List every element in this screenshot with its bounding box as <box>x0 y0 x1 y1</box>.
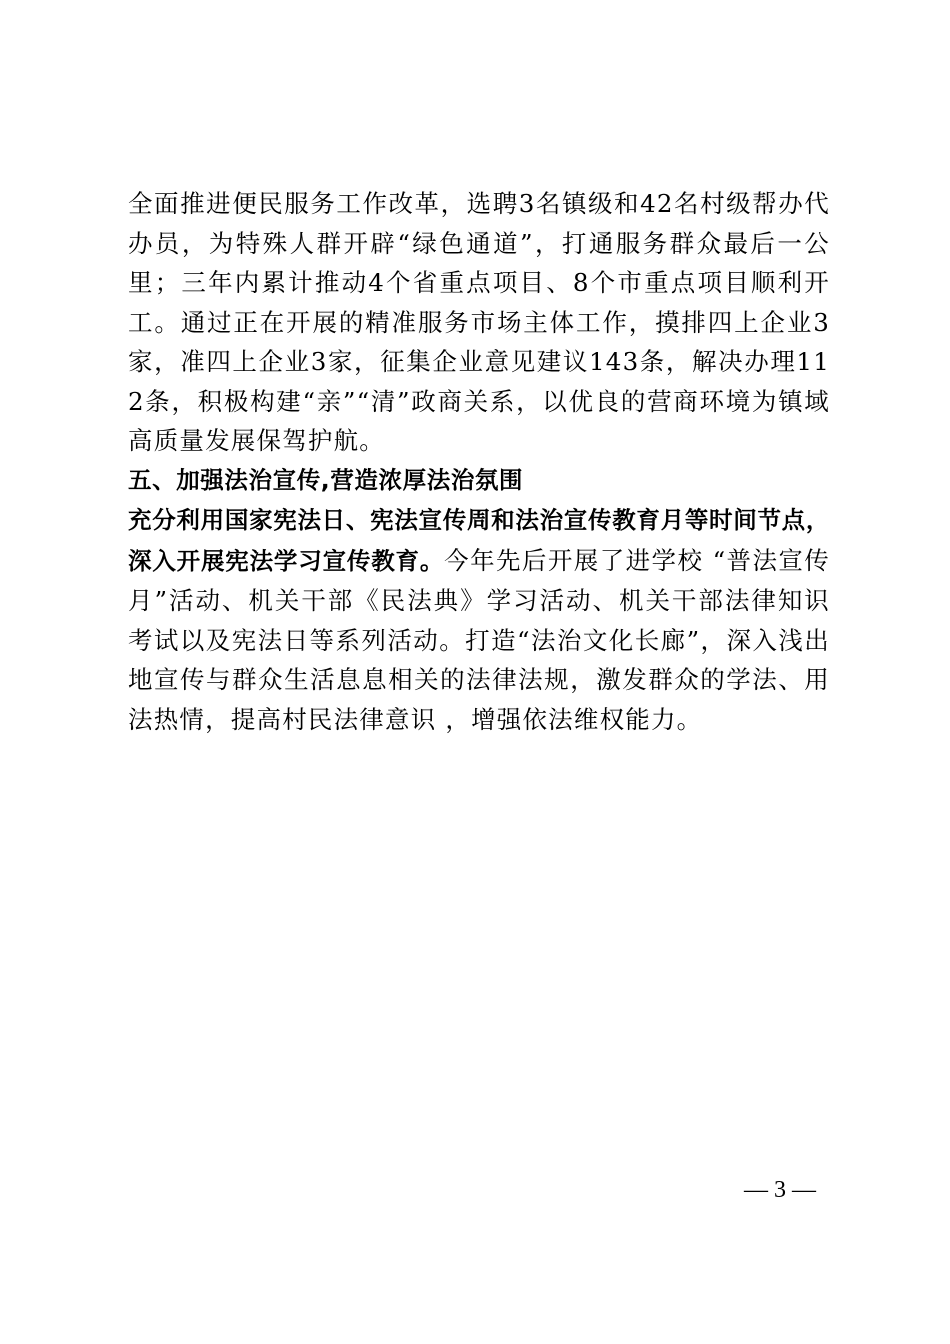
section-heading-legal-publicity: 五、加强法治宣传,营造浓厚法治氛围 <box>128 465 524 494</box>
legal-publicity-body-text: 今年先后开展了进学校 “普法宣传月”活动、机关干部《民法典》学习活动、机关干部法律知识考试以及宪法日等系列活动。打造“法治文化长廊”，深入浅出地宣传与群众生活息息相关的法律法规，激发群众的学法、用法热情，提高村民法律意识 ，增强依法维权能力。 <box>128 545 830 734</box>
service-reform-paragraph: 全面推进便民服务工作改革，选聘3名镇级和42名村级帮办代办员，为特殊人群开辟“绿色通道”，打通服务群众最后一公里；三年内累计推动4个省重点项目、8个市重点项目顺利开工。通过正在开展的精准服务市场主体工作，摸排四上企业3家，准四上企业3家，征集企业意见建议143条，解决办理112条，积极构建“亲”“清”政商关系，以优良的营商环境为镇域高质量发展保驾护航。 <box>128 189 830 455</box>
legal-publicity-lead-sentence: 充分利用国家宪法日、宪法宣传周和法治宣传教育月等时间节点，深入开展宪法学习宣传教育。 <box>128 506 830 575</box>
page-number: — 3 — <box>744 1177 816 1203</box>
document-body <box>128 184 830 739</box>
legal-publicity-paragraph <box>128 500 830 739</box>
